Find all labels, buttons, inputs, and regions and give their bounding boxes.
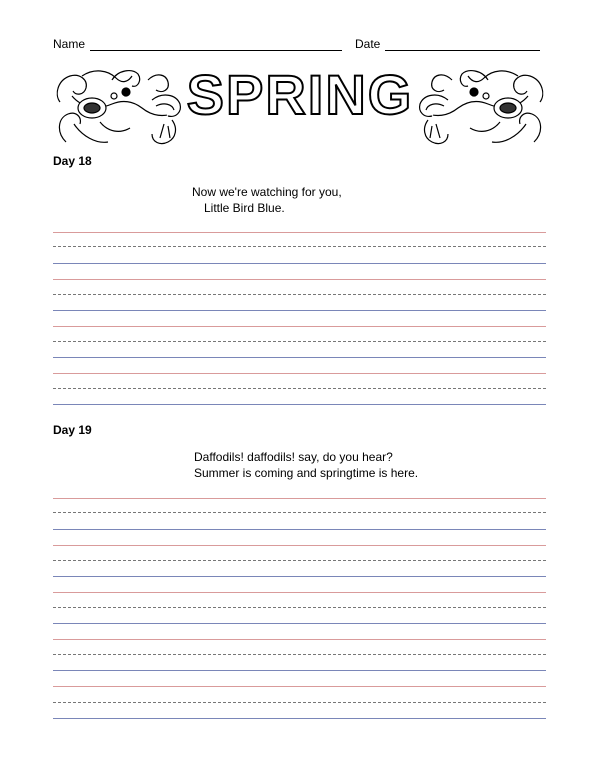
name-label: Name (53, 37, 86, 51)
writing-top-line (53, 373, 546, 374)
verse-line: Now we're watching for you, (192, 185, 342, 199)
day-18-verse (192, 184, 342, 216)
verse-line: Daffodils! daffodils! say, do you hear? (194, 450, 393, 464)
writing-base-line (53, 310, 546, 311)
date-label: Date (355, 37, 381, 51)
writing-top-line (53, 498, 546, 499)
writing-base-line (53, 576, 546, 577)
writing-base-line (53, 357, 546, 358)
writing-mid-line (53, 607, 546, 608)
left-floral-ornament-icon (57, 71, 180, 144)
day-19-heading: Day 19 (53, 423, 92, 437)
writing-top-line (53, 545, 546, 546)
writing-top-line (53, 326, 546, 327)
writing-top-line (53, 686, 546, 687)
writing-base-line (53, 263, 546, 264)
spring-title: SPRING (186, 63, 414, 126)
writing-base-line (53, 718, 546, 719)
day-18-heading: Day 18 (53, 154, 92, 168)
verse-line: Summer is coming and springtime is here. (194, 466, 419, 480)
writing-mid-line (53, 388, 546, 389)
writing-mid-line (53, 246, 546, 247)
writing-base-line (53, 529, 546, 530)
writing-top-line (53, 592, 546, 593)
writing-mid-line (53, 341, 546, 342)
writing-top-line (53, 639, 546, 640)
writing-base-line (53, 670, 546, 671)
spring-banner (52, 62, 548, 154)
right-floral-ornament-icon (420, 71, 543, 144)
day-19-verse (194, 449, 418, 481)
day-19-writing-area[interactable] (53, 498, 546, 724)
verse-line: Little Bird Blue. (204, 201, 285, 215)
writing-top-line (53, 232, 546, 233)
writing-mid-line (53, 512, 546, 513)
spring-banner-art (52, 62, 548, 154)
date-line[interactable] (385, 50, 540, 51)
writing-top-line (53, 279, 546, 280)
name-line[interactable] (90, 50, 342, 51)
day-18-writing-area[interactable] (53, 232, 546, 412)
writing-base-line (53, 404, 546, 405)
writing-mid-line (53, 654, 546, 655)
writing-base-line (53, 623, 546, 624)
writing-mid-line (53, 560, 546, 561)
writing-mid-line (53, 294, 546, 295)
writing-mid-line (53, 702, 546, 703)
